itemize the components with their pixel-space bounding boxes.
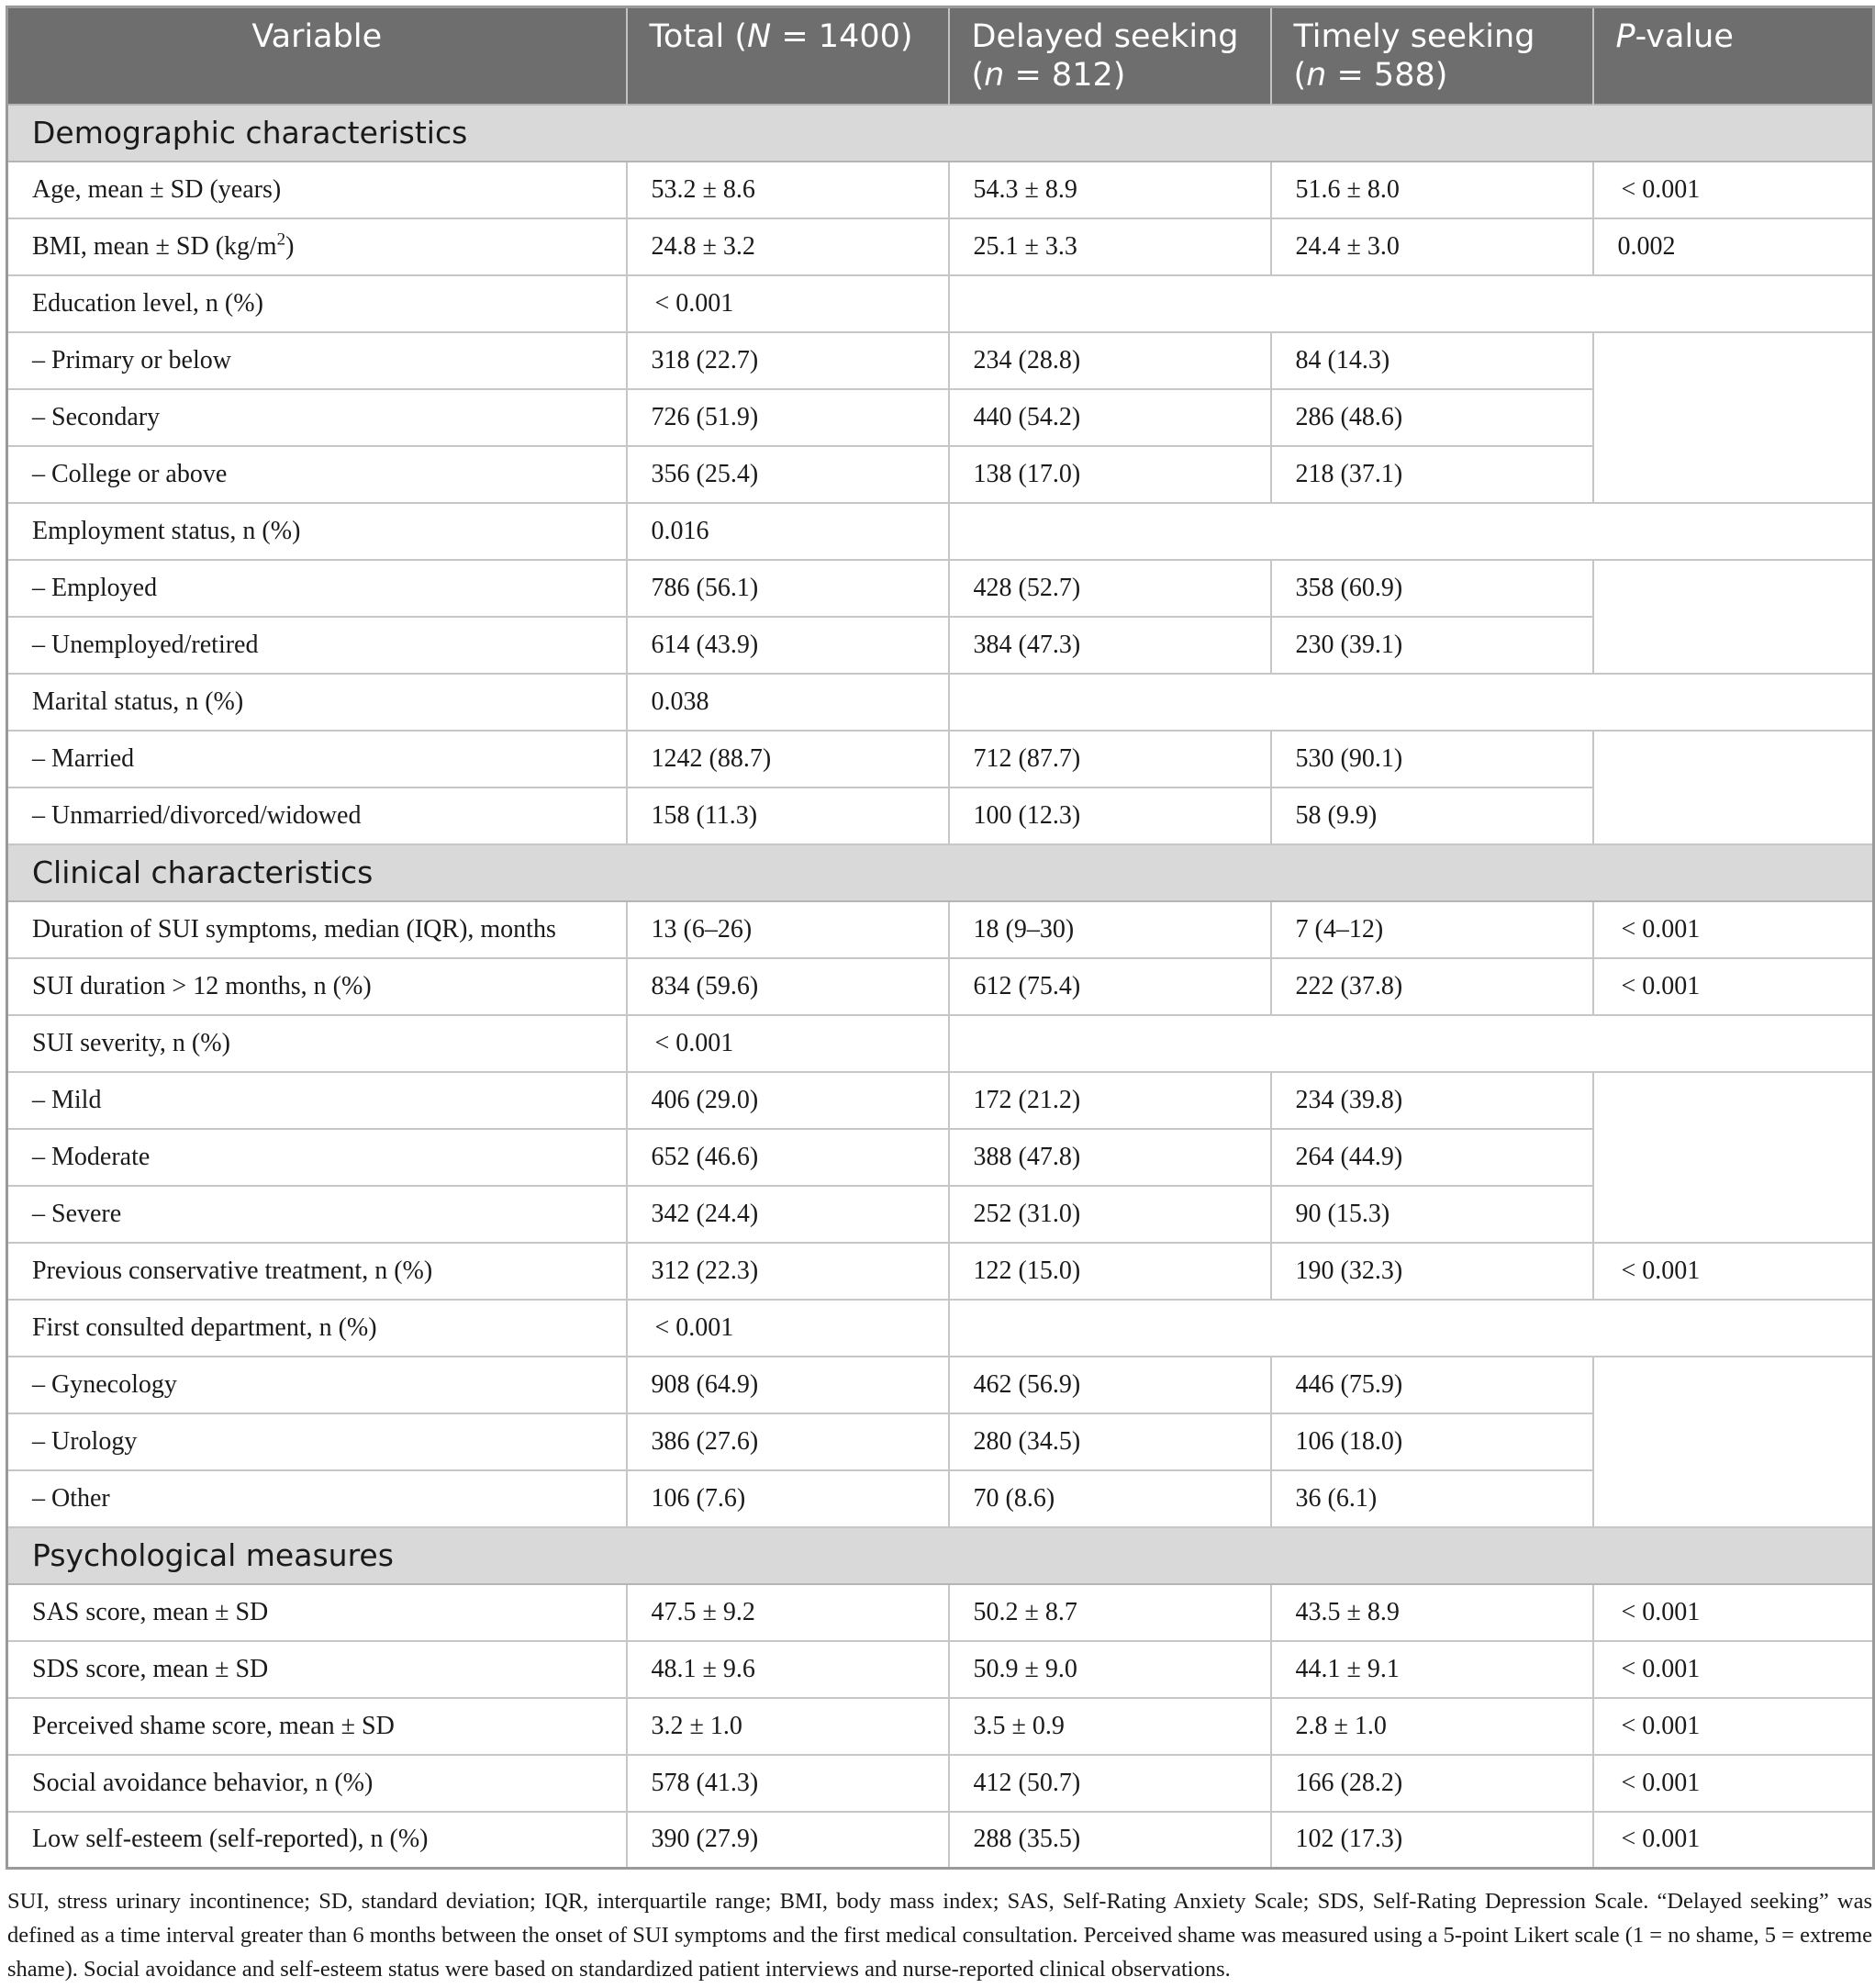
cell-total: 318 (22.7)	[627, 332, 949, 389]
table-row	[7, 1641, 1874, 1698]
cell-delayed: 54.3 ± 8.9	[949, 162, 1271, 218]
cell-timely: 90 (15.3)	[1271, 1186, 1593, 1243]
table-row	[7, 1072, 1874, 1129]
header-total-label: Total (	[649, 18, 748, 55]
table-row	[7, 1584, 1874, 1641]
row-label: – Gynecology	[7, 1357, 627, 1413]
table-row	[7, 332, 1874, 389]
header-timely	[1271, 7, 1593, 105]
row-label: – Unmarried/divorced/widowed	[7, 787, 627, 844]
cell-delayed: 100 (12.3)	[949, 787, 1271, 844]
row-label: Previous conservative treatment, n (%)	[7, 1243, 627, 1300]
cell-total: 342 (24.4)	[627, 1186, 949, 1243]
table-row	[7, 560, 1874, 617]
cell-total: 390 (27.9)	[627, 1812, 949, 1869]
cell-delayed: 25.1 ± 3.3	[949, 218, 1271, 275]
table-row	[7, 674, 1874, 731]
table-row	[7, 731, 1874, 787]
cell-timely: 234 (39.8)	[1271, 1072, 1593, 1129]
cell-delayed: 288 (35.5)	[949, 1812, 1271, 1869]
cell-empty	[949, 1300, 1874, 1357]
header-delayed-label: Delayed seeking	[971, 18, 1239, 55]
table-row	[7, 162, 1874, 218]
cell-total: 312 (22.3)	[627, 1243, 949, 1300]
table-footnote: SUI, stress urinary incontinence; SD, standard deviation; IQR, interquartile range; BMI, body mass index; SAS, Self-Rating Anxiety Scale; SDS, Self-Rating Depression Scale. “Delayed seeking” was defined as a time interval greater than 6 months between the onset of SUI symptoms and the first medical consultation. Perceived shame was measured using a 5-point Likert scale (1 = no shame, 5 = extreme shame). Social avoidance and self-esteem status were based on standardized patient interviews and nurse-reported clinical observations.	[7, 1889, 1872, 1982]
cell-delayed: 122 (15.0)	[949, 1243, 1271, 1300]
header-variable: Variable	[7, 7, 627, 105]
row-label: Age, mean ± SD (years)	[7, 162, 627, 218]
row-label: – Employed	[7, 560, 627, 617]
cell-timely: 286 (48.6)	[1271, 389, 1593, 446]
table-row	[7, 1812, 1874, 1869]
header-total-n: N	[747, 18, 772, 55]
cell-pvalue: 0.016	[627, 503, 949, 560]
table-row	[7, 1300, 1874, 1357]
cell-timely: 446 (75.9)	[1271, 1357, 1593, 1413]
cell-timely: 58 (9.9)	[1271, 787, 1593, 844]
header-pvalue	[1593, 7, 1874, 105]
cell-delayed: 280 (34.5)	[949, 1413, 1271, 1470]
row-label: – College or above	[7, 446, 627, 503]
cell-pvalue: < 0.001	[1593, 1812, 1874, 1869]
cell-pvalue: < 0.001	[627, 275, 949, 332]
cell-timely: 24.4 ± 3.0	[1271, 218, 1593, 275]
table-row	[7, 1698, 1874, 1755]
cell-delayed: 234 (28.8)	[949, 332, 1271, 389]
table-row	[7, 1357, 1874, 1413]
cell-total: 578 (41.3)	[627, 1755, 949, 1812]
cell-empty	[949, 674, 1874, 731]
cell-timely: 44.1 ± 9.1	[1271, 1641, 1593, 1698]
row-label: – Secondary	[7, 389, 627, 446]
header-delayed-n: n	[984, 57, 1005, 94]
row-label: Education level, n (%)	[7, 275, 627, 332]
section-title: Clinical characteristics	[7, 844, 1874, 901]
row-label: First consulted department, n (%)	[7, 1300, 627, 1357]
cell-empty	[1593, 332, 1874, 503]
cell-timely: 358 (60.9)	[1271, 560, 1593, 617]
cell-empty	[1593, 1357, 1874, 1527]
header-pvalue-p: P	[1615, 18, 1635, 55]
cell-delayed: 712 (87.7)	[949, 731, 1271, 787]
table-row	[7, 275, 1874, 332]
header-timely-value: = 588)	[1326, 57, 1448, 94]
cell-total: 53.2 ± 8.6	[627, 162, 949, 218]
cell-timely: 84 (14.3)	[1271, 332, 1593, 389]
cell-delayed: 612 (75.4)	[949, 958, 1271, 1015]
cell-empty	[949, 503, 1874, 560]
cell-total: 3.2 ± 1.0	[627, 1698, 949, 1755]
table-row	[7, 1755, 1874, 1812]
table-row	[7, 1243, 1874, 1300]
cell-delayed: 440 (54.2)	[949, 389, 1271, 446]
cell-delayed: 172 (21.2)	[949, 1072, 1271, 1129]
table-row	[7, 958, 1874, 1015]
header-timely-n: n	[1306, 57, 1327, 94]
cell-delayed: 3.5 ± 0.9	[949, 1698, 1271, 1755]
cell-empty	[949, 275, 1874, 332]
table-row	[7, 503, 1874, 560]
table-row	[7, 218, 1874, 275]
characteristics-table	[6, 6, 1875, 1870]
header-timely-label: Timely seeking	[1293, 18, 1535, 55]
row-label: SUI duration > 12 months, n (%)	[7, 958, 627, 1015]
cell-pvalue: < 0.001	[1593, 1641, 1874, 1698]
section-psychological	[7, 1527, 1874, 1584]
row-label: – Unemployed/retired	[7, 617, 627, 674]
row-label: SDS score, mean ± SD	[7, 1641, 627, 1698]
cell-pvalue: < 0.001	[1593, 958, 1874, 1015]
cell-timely: 7 (4–12)	[1271, 901, 1593, 958]
cell-empty	[1593, 1072, 1874, 1243]
cell-timely: 166 (28.2)	[1271, 1755, 1593, 1812]
section-clinical	[7, 844, 1874, 901]
section-title: Psychological measures	[7, 1527, 1874, 1584]
cell-delayed: 18 (9–30)	[949, 901, 1271, 958]
cell-pvalue: < 0.001	[627, 1015, 949, 1072]
header-pvalue-rest: -value	[1635, 18, 1734, 55]
cell-empty	[1593, 731, 1874, 844]
row-label: SAS score, mean ± SD	[7, 1584, 627, 1641]
table-row	[7, 901, 1874, 958]
cell-total: 614 (43.9)	[627, 617, 949, 674]
row-label: Marital status, n (%)	[7, 674, 627, 731]
cell-timely: 102 (17.3)	[1271, 1812, 1593, 1869]
cell-pvalue: < 0.001	[627, 1300, 949, 1357]
row-label-text: BMI, mean ± SD (kg/m	[32, 231, 277, 261]
cell-timely: 218 (37.1)	[1271, 446, 1593, 503]
cell-pvalue: < 0.001	[1593, 1584, 1874, 1641]
row-label: Social avoidance behavior, n (%)	[7, 1755, 627, 1812]
row-label: Low self-esteem (self-reported), n (%)	[7, 1812, 627, 1869]
row-label: – Other	[7, 1470, 627, 1527]
row-label: Employment status, n (%)	[7, 503, 627, 560]
cell-total: 386 (27.6)	[627, 1413, 949, 1470]
cell-pvalue: < 0.001	[1593, 1698, 1874, 1755]
header-timely-open: (	[1293, 57, 1307, 94]
header-total-value: = 1400)	[771, 18, 913, 55]
cell-delayed: 384 (47.3)	[949, 617, 1271, 674]
cell-delayed: 252 (31.0)	[949, 1186, 1271, 1243]
cell-total: 726 (51.9)	[627, 389, 949, 446]
cell-delayed: 50.9 ± 9.0	[949, 1641, 1271, 1698]
cell-total: 48.1 ± 9.6	[627, 1641, 949, 1698]
cell-total: 13 (6–26)	[627, 901, 949, 958]
cell-timely: 190 (32.3)	[1271, 1243, 1593, 1300]
header-delayed	[949, 7, 1271, 105]
cell-timely: 106 (18.0)	[1271, 1413, 1593, 1470]
row-label: – Mild	[7, 1072, 627, 1129]
row-label: – Severe	[7, 1186, 627, 1243]
row-label: – Married	[7, 731, 627, 787]
row-label: – Primary or below	[7, 332, 627, 389]
table-header-row	[7, 7, 1874, 105]
section-demographic	[7, 105, 1874, 162]
cell-total: 786 (56.1)	[627, 560, 949, 617]
cell-timely: 43.5 ± 8.9	[1271, 1584, 1593, 1641]
cell-total: 834 (59.6)	[627, 958, 949, 1015]
cell-pvalue: 0.038	[627, 674, 949, 731]
header-delayed-open: (	[971, 57, 985, 94]
cell-delayed: 462 (56.9)	[949, 1357, 1271, 1413]
cell-delayed: 412 (50.7)	[949, 1755, 1271, 1812]
cell-pvalue: < 0.001	[1593, 162, 1874, 218]
cell-total: 406 (29.0)	[627, 1072, 949, 1129]
table-row	[7, 1015, 1874, 1072]
cell-pvalue: 0.002	[1593, 218, 1874, 275]
cell-total: 106 (7.6)	[627, 1470, 949, 1527]
header-total	[627, 7, 949, 105]
cell-pvalue: < 0.001	[1593, 901, 1874, 958]
row-label: – Moderate	[7, 1129, 627, 1186]
row-label: – Urology	[7, 1413, 627, 1470]
cell-empty	[1593, 560, 1874, 674]
row-label: Duration of SUI symptoms, median (IQR), months	[7, 901, 627, 958]
section-title: Demographic characteristics	[7, 105, 1874, 162]
cell-total: 158 (11.3)	[627, 787, 949, 844]
cell-total: 908 (64.9)	[627, 1357, 949, 1413]
cell-total: 47.5 ± 9.2	[627, 1584, 949, 1641]
cell-timely: 51.6 ± 8.0	[1271, 162, 1593, 218]
cell-total: 24.8 ± 3.2	[627, 218, 949, 275]
row-label-close: )	[285, 231, 295, 261]
row-label	[7, 218, 627, 275]
row-label: SUI severity, n (%)	[7, 1015, 627, 1072]
cell-empty	[949, 1015, 1874, 1072]
cell-timely: 264 (44.9)	[1271, 1129, 1593, 1186]
header-delayed-value: = 812)	[1004, 57, 1126, 94]
cell-delayed: 70 (8.6)	[949, 1470, 1271, 1527]
cell-total: 652 (46.6)	[627, 1129, 949, 1186]
cell-delayed: 388 (47.8)	[949, 1129, 1271, 1186]
cell-total: 1242 (88.7)	[627, 731, 949, 787]
cell-pvalue: < 0.001	[1593, 1755, 1874, 1812]
cell-timely: 2.8 ± 1.0	[1271, 1698, 1593, 1755]
cell-delayed: 50.2 ± 8.7	[949, 1584, 1271, 1641]
cell-total: 356 (25.4)	[627, 446, 949, 503]
cell-timely: 530 (90.1)	[1271, 731, 1593, 787]
cell-delayed: 428 (52.7)	[949, 560, 1271, 617]
row-label: Perceived shame score, mean ± SD	[7, 1698, 627, 1755]
cell-timely: 36 (6.1)	[1271, 1470, 1593, 1527]
cell-delayed: 138 (17.0)	[949, 446, 1271, 503]
cell-timely: 222 (37.8)	[1271, 958, 1593, 1015]
superscript: 2	[276, 229, 286, 250]
cell-pvalue: < 0.001	[1593, 1243, 1874, 1300]
cell-timely: 230 (39.1)	[1271, 617, 1593, 674]
